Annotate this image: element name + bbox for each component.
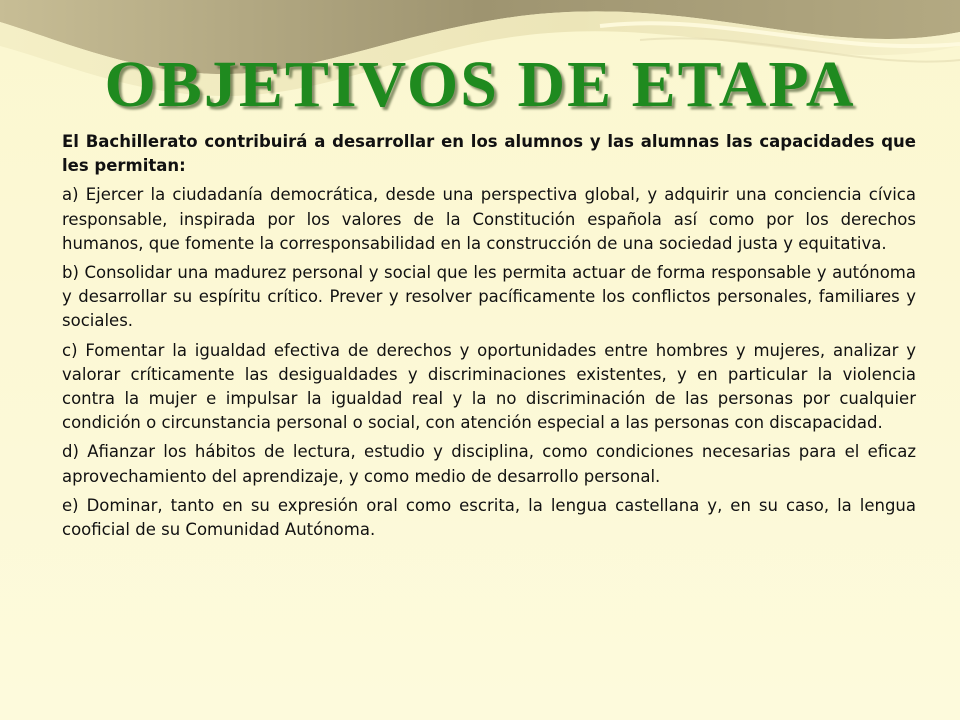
intro-paragraph: El Bachillerato contribuirá a desarrollar en los alumnos y las alumnas las capacidades que les permitan: xyxy=(62,132,916,176)
objective-b: b) Consolidar una madurez personal y social que les permita actuar de forma responsable y autónoma y desarrollar su espíritu crítico. Prever y resolver pacíficamente los conflictos personales, familiares y sociales. xyxy=(62,263,916,331)
objective-e: e) Dominar, tanto en su expresión oral como escrita, la lengua castellana y, en su caso, la lengua cooficial de su Comunidad Autónoma. xyxy=(62,495,916,540)
slide-title: OBJETIVOS DE ETAPA xyxy=(104,48,856,121)
objective-c: c) Fomentar la igualdad efectiva de derechos y oportunidades entre hombres y mujeres, analizar y valorar críticamente las desigualdades y discriminaciones existentes, y en particular la violencia contra la mujer e impulsar la igualdad real y la no discriminación de las personas por cualquier condición o circunstancia personal o social, con atención especial a las personas con discapacidad. xyxy=(62,340,916,433)
slide-body xyxy=(62,130,916,547)
objective-d: d) Afianzar los hábitos de lectura, estudio y disciplina, como condiciones necesarias para el eficaz aprovechamiento del aprendizaje, y como medio de desarrollo personal. xyxy=(62,442,916,486)
objective-a: a) Ejercer la ciudadanía democrática, desde una perspectiva global, y adquirir una conciencia cívica responsable, inspirada por los valores de la Constitución española así como por los derechos humanos, que fomente la corresponsabilidad en la construcción de una sociedad justa y equitativa. xyxy=(62,185,916,253)
